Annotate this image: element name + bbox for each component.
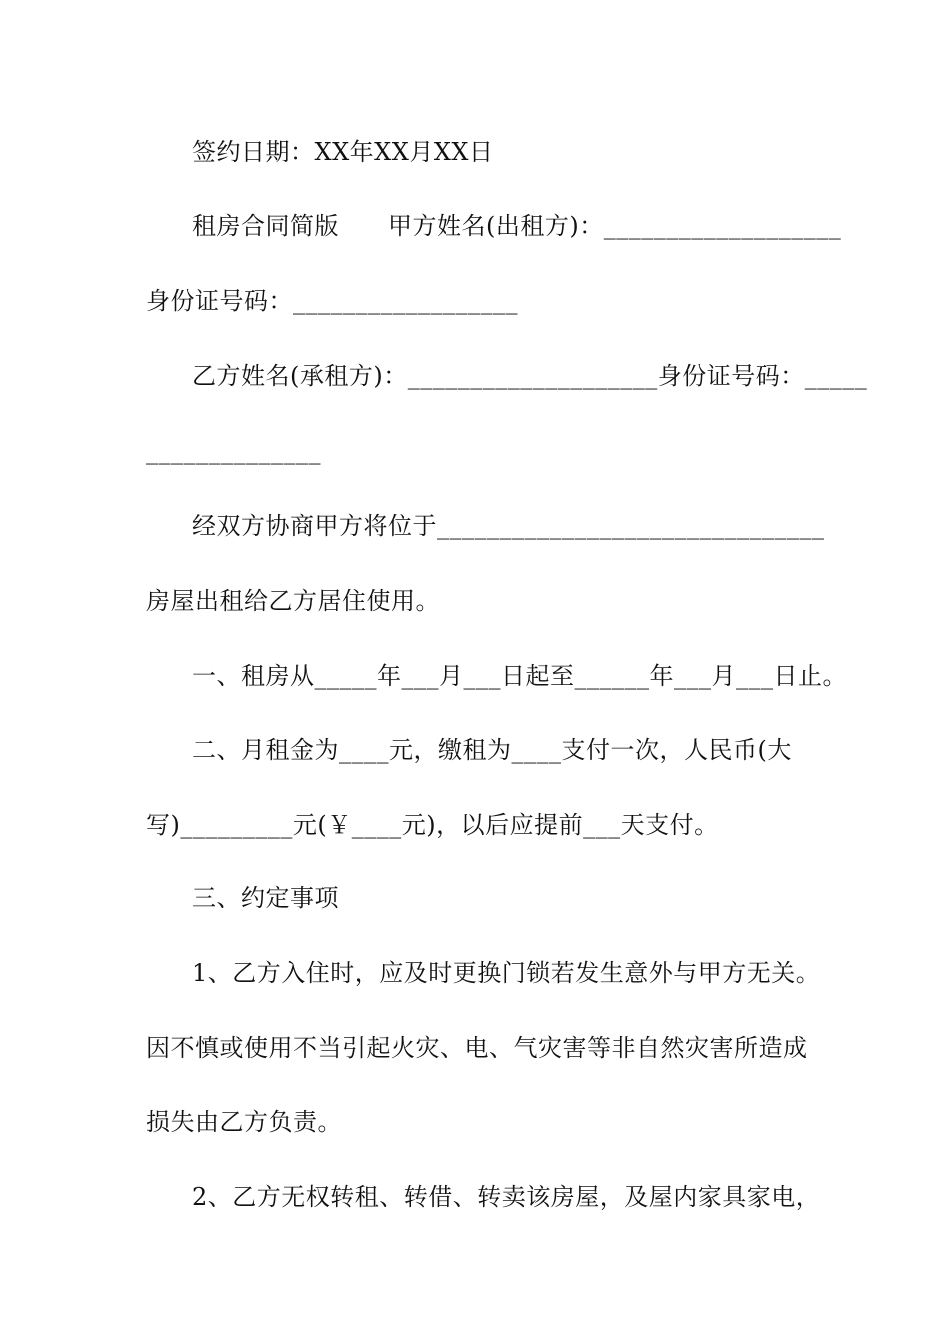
item-1-end-line: 损失由乙方负责。 — [146, 1108, 342, 1136]
property-location-line: 经双方协商甲方将位于_______________________________ — [192, 512, 825, 540]
item-2-line: 2、乙方无权转租、转借、转卖该房屋，及屋内家具家电， — [192, 1183, 821, 1211]
item-1-line: 1、乙方入住时，应及时更换门锁若发生意外与甲方无关。 — [192, 959, 821, 987]
property-use-line: 房屋出租给乙方居住使用。 — [146, 587, 440, 615]
clause-1-term-line: 一、租房从_____年___月___日起至______年___月___日止。 — [192, 662, 847, 690]
signing-date-line: 签约日期：XX年XX月XX日 — [192, 138, 494, 166]
party-a-id-line: 身份证号码：__________________ — [146, 287, 518, 315]
party-b-name-line: 乙方姓名(承租方)：____________________身份证号码：_____ — [192, 362, 868, 390]
clause-2-rent-continued-line: 写)_________元(￥____元)，以后应提前___天支付。 — [146, 811, 719, 839]
clause-3-heading: 三、约定事项 — [192, 884, 339, 912]
party-b-id-blank-line: ______________ — [146, 437, 321, 465]
item-1-continued-line: 因不慎或使用不当引起火灾、电、气灾害等非自然灾害所造成 — [146, 1034, 808, 1062]
clause-2-rent-line: 二、月租金为____元，缴租为____支付一次，人民币(大 — [192, 736, 792, 764]
contract-title-party-a-line: 租房合同简版 甲方姓名(出租方)：___________________ — [192, 212, 842, 240]
